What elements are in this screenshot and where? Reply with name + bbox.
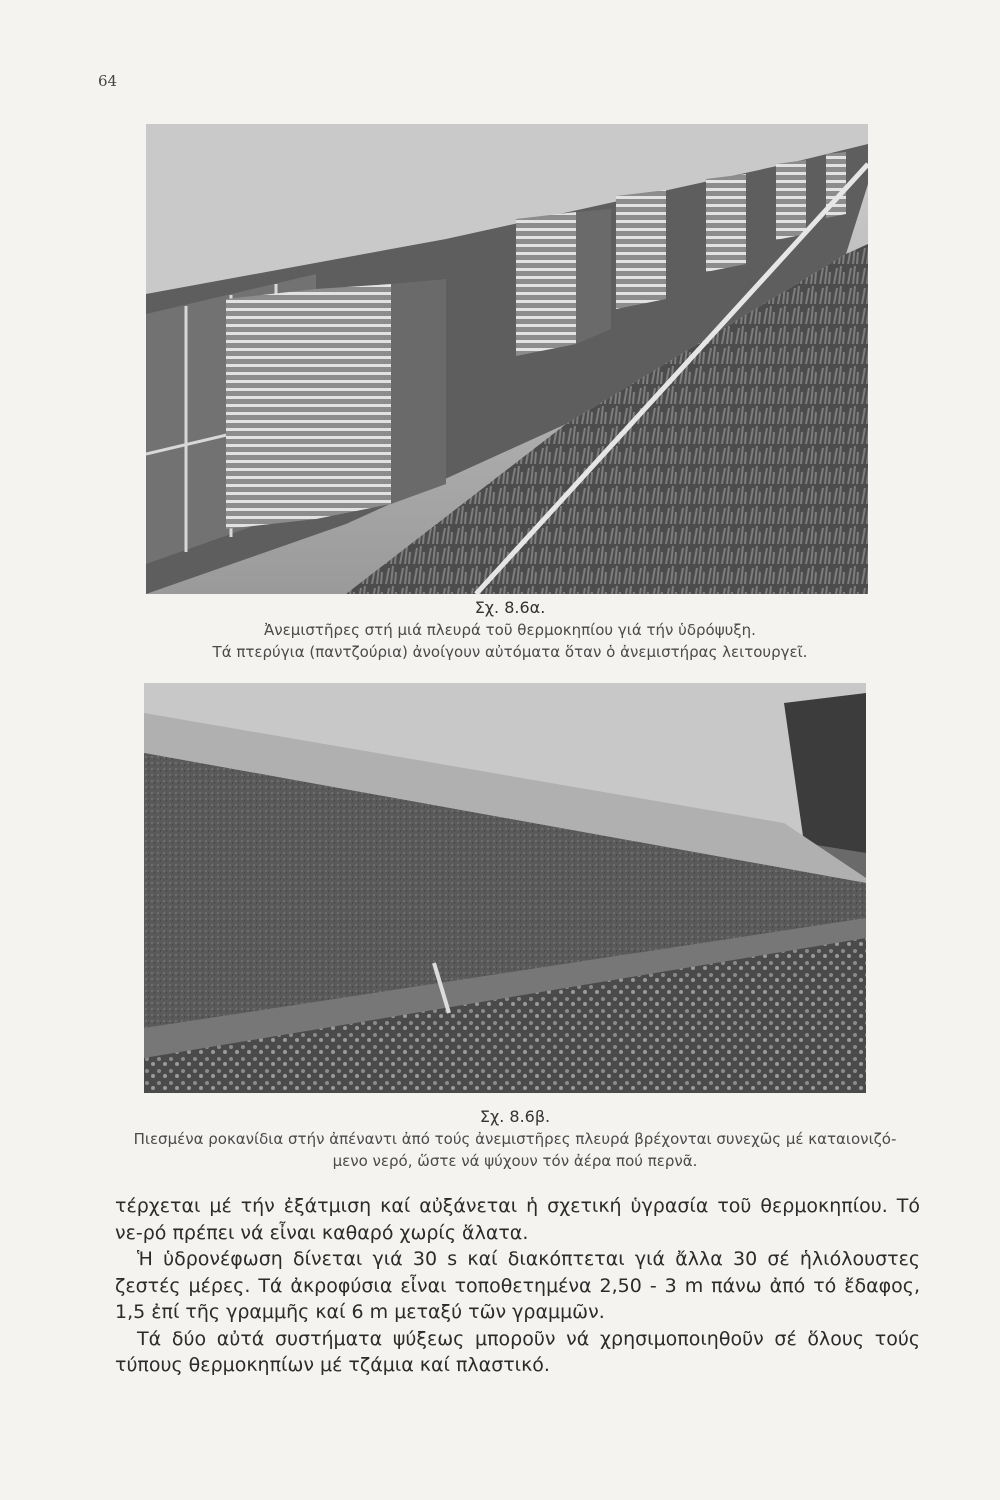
body-text — [115, 1193, 920, 1379]
figure-a-label: Σχ. 8.6α. — [474, 598, 546, 617]
figure-a-caption-line1: Ἀνεμιστῆρες στή μιά πλευρά τοῦ θερμοκηπίου γιά τήν ὑδρόψυξη. — [264, 621, 756, 639]
figure-b-label: Σχ. 8.6β. — [479, 1107, 551, 1126]
wet-pad-wall-image — [144, 683, 866, 1093]
figure-a-photo — [146, 124, 868, 594]
figure-b-caption-line2: μενο νερό, ὥστε νά ψύχουν τόν ἀέρα πού περνᾶ. — [332, 1152, 698, 1170]
figure-a-caption-line2: Τά πτερύγια (παντζούρια) ἀνοίγουν αὐτόματα ὅταν ὁ ἀνεμιστήρας λειτουργεῖ. — [212, 643, 808, 661]
figure-b-caption-line1: Πιεσμένα ροκανίδια στήν ἀπέναντι ἀπό τούς ἀνεμιστῆρες πλευρά βρέχονται συνεχῶς μέ καταιονιζό- — [133, 1130, 897, 1148]
body-paragraph-3: Τά δύο αὐτά συστήματα ψύξεως μποροῦν νά χρησιμοποιηθοῦν σέ ὅλους τούς τύπους θερμοκηπίων μέ τζάμια καί πλαστικό. — [115, 1327, 920, 1376]
figure-b-photo — [144, 683, 866, 1093]
body-paragraph-1: τέρχεται μέ τήν ἐξάτμιση καί αὐξάνεται ἡ σχετική ὑγρασία τοῦ θερμοκηπίου. Τό νε-ρό πρέπει νά εἶναι καθαρό χωρίς ἅλατα. — [115, 1195, 920, 1244]
body-paragraph-2: Ἡ ὑδρονέφωση δίνεται γιά 30 s καί διακόπτεται γιά ἄλλα 30 σέ ἡλιόλουστες ζεστές μέρες. Τά ἀκροφύσια εἶναι τοποθετημένα 2,50 - 3 m πάνω ἀπό τό ἔδαφος, 1,5 ἐπί τῆς γραμμῆς καί 6 m μεταξύ τῶν γραμμῶν. — [115, 1248, 921, 1323]
figure-a-caption — [140, 597, 880, 663]
greenhouse-fans-image — [146, 124, 868, 594]
figure-b-caption — [120, 1106, 910, 1172]
page-number: 64 — [98, 72, 118, 90]
